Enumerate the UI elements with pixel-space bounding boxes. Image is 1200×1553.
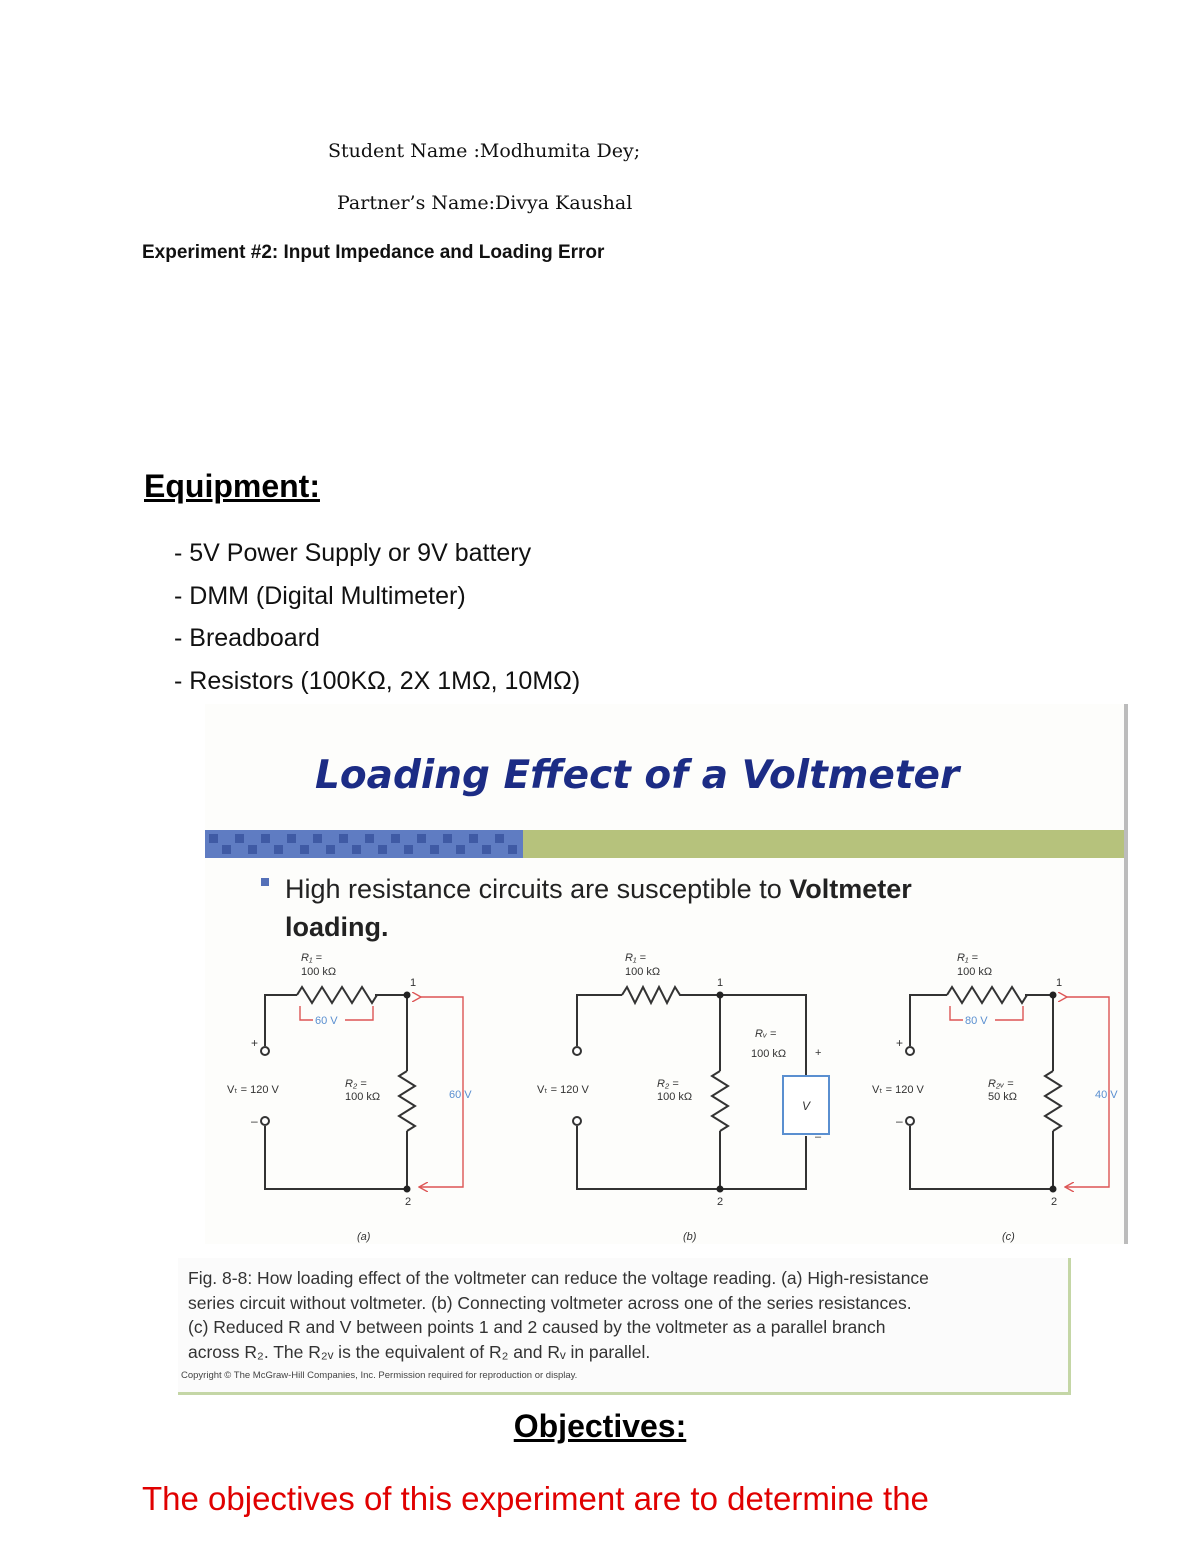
- circuit-b-node-1-dot: [717, 992, 724, 999]
- circuit-a-r2-resistor: [399, 1071, 415, 1131]
- circuit-c-r1-value: 100 kΩ: [957, 966, 993, 978]
- circuit-a-caption-label: (a): [357, 1231, 371, 1243]
- circuit-c-r2-label: R₂ᵥ =: [988, 1078, 1014, 1090]
- circuit-c-source-terminal-top: [906, 1047, 914, 1055]
- experiment-title: Experiment #2: Input Impedance and Loading Error: [142, 242, 605, 263]
- circuit-a: [227, 952, 472, 1243]
- circuit-c-node-1-dot: [1050, 992, 1057, 999]
- circuit-c-r1-label: R₁ =: [957, 952, 978, 964]
- bullet-text-bold: Voltmeter: [789, 874, 912, 904]
- loading-effect-figure: [205, 704, 1127, 1244]
- circuit-c-r2-value: 50 kΩ: [988, 1091, 1018, 1103]
- figure-caption-box: [178, 1258, 1071, 1395]
- partner-name: Partner’s Name:Divya Kaushal: [337, 192, 633, 214]
- circuit-c-output-label: 40 V: [1095, 1089, 1118, 1101]
- bullet-text-line2: loading.: [285, 912, 389, 942]
- circuit-b-source-terminal-top: [573, 1047, 581, 1055]
- circuit-c-minus: –: [896, 1114, 903, 1128]
- circuit-a-r1-label: R₁ =: [301, 952, 322, 964]
- circuit-a-node-1-dot: [404, 992, 411, 999]
- circuit-a-output-label: 60 V: [449, 1089, 472, 1101]
- circuit-b: [537, 952, 829, 1243]
- circuit-b-r1-resistor: [622, 987, 683, 1003]
- equipment-item: - DMM (Digital Multimeter): [174, 581, 466, 610]
- circuit-b-r2-label: R₂ =: [657, 1078, 679, 1090]
- circuit-b-caption-label: (b): [683, 1231, 697, 1243]
- circuit-b-r1-label: R₁ =: [625, 952, 646, 964]
- circuit-a-r1-resistor: [297, 987, 377, 1003]
- equipment-heading: Equipment:: [144, 468, 320, 504]
- circuit-c-node-1: 1: [1056, 977, 1063, 989]
- circuit-b-r1-value: 100 kΩ: [625, 966, 661, 978]
- objectives-text: The objectives of this experiment are to determine the: [142, 1480, 929, 1517]
- equipment-item: - Breadboard: [174, 624, 320, 652]
- circuit-b-node-2: 2: [717, 1196, 724, 1208]
- figure-caption: [188, 1266, 1068, 1364]
- circuit-a-source-terminal-bottom: [261, 1117, 269, 1125]
- circuit-a-drop-label: 60 V: [315, 1015, 338, 1027]
- circuit-c-caption-label: (c): [1002, 1231, 1015, 1243]
- circuit-b-rv-value: 100 kΩ: [751, 1048, 787, 1060]
- figure-edge-shadow: [1124, 704, 1128, 1244]
- circuit-a-r2-label: R₂ =: [345, 1078, 367, 1090]
- figure-title: Loading Effect of a Voltmeter: [315, 753, 960, 798]
- copyright-notice: Copyright © The McGraw-Hill Companies, Inc. Permission required for reproduction or display.: [181, 1370, 578, 1381]
- circuit-c-drop-label: 80 V: [965, 1015, 988, 1027]
- equipment-item: - 5V Power Supply or 9V battery: [174, 539, 532, 567]
- caption-line: Fig. 8-8: How loading effect of the voltmeter can reduce the voltage reading. (a) High-resistance: [188, 1268, 929, 1288]
- circuit-b-source-terminal-bottom: [573, 1117, 581, 1125]
- circuit-a-r2-value: 100 kΩ: [345, 1091, 381, 1103]
- circuit-a-node-2-dot: [404, 1186, 411, 1193]
- circuit-a-minus: –: [251, 1114, 258, 1128]
- bullet-square: [261, 878, 269, 886]
- caption-line: series circuit without voltmeter. (b) Connecting voltmeter across one of the series resistances.: [188, 1292, 912, 1313]
- circuit-a-plus: +: [251, 1036, 259, 1050]
- circuit-c-r2-resistor: [1045, 1071, 1061, 1131]
- circuit-b-r2-value: 100 kΩ: [657, 1091, 693, 1103]
- circuit-a-source-terminal-top: [261, 1047, 269, 1055]
- caption-line: (c) Reduced R and V between points 1 and 2 caused by the voltmeter as a parallel branch: [188, 1317, 886, 1337]
- circuit-b-node-1: 1: [717, 977, 724, 989]
- circuit-c-vt-label: Vₜ = 120 V: [872, 1084, 924, 1096]
- circuit-a-vt-label: Vₜ = 120 V: [227, 1084, 279, 1096]
- circuit-b-meter-plus: +: [815, 1047, 822, 1059]
- circuit-c-plus: +: [896, 1036, 904, 1050]
- bullet-text: [285, 874, 912, 904]
- circuit-b-voltmeter-label: V: [802, 1099, 811, 1113]
- circuit-a-node-1: 1: [410, 977, 417, 989]
- circuit-b-r2-resistor: [712, 1071, 728, 1131]
- equipment-item: - Resistors (100KΩ, 2X 1MΩ, 10MΩ): [174, 666, 581, 695]
- circuit-c-node-2-dot: [1050, 1186, 1057, 1193]
- circuit-c: [872, 952, 1118, 1243]
- circuit-c-node-2: 2: [1051, 1196, 1058, 1208]
- equipment-list: [174, 532, 580, 702]
- circuit-b-node-2-dot: [717, 1186, 724, 1193]
- circuit-c-r1-resistor: [947, 987, 1027, 1003]
- caption-line: across R₂. The R₂ᵥ is the equivalent of R₂ and Rᵥ in parallel.: [188, 1341, 651, 1362]
- circuit-b-meter-minus: –: [815, 1131, 822, 1143]
- bullet-text-normal: High resistance circuits are susceptible to: [285, 874, 790, 904]
- circuit-a-r1-value: 100 kΩ: [301, 966, 337, 978]
- circuit-b-vt-label: Vₜ = 120 V: [537, 1084, 589, 1096]
- circuit-a-node-2: 2: [405, 1196, 412, 1208]
- objectives-heading: Objectives:: [513, 1408, 687, 1444]
- loading-effect-slide: [205, 704, 1127, 1244]
- student-name: Student Name :Modhumita Dey;: [328, 140, 641, 162]
- circuit-b-rv-label: Rᵥ =: [755, 1028, 777, 1040]
- circuit-c-source-terminal-bottom: [906, 1117, 914, 1125]
